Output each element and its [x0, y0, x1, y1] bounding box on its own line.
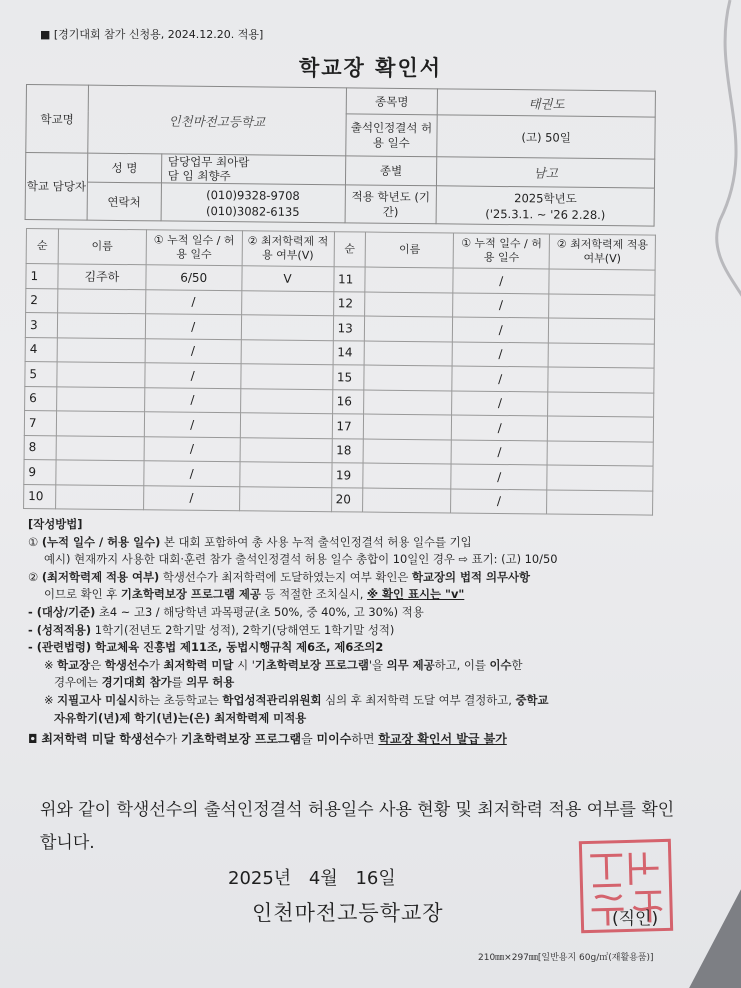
note-7-b1: 지필고사 미실시	[57, 692, 139, 707]
note-6-t1: 은	[90, 657, 105, 672]
days-used: /	[453, 268, 549, 294]
min-grade-check	[548, 391, 654, 417]
principal-title: 인천마전고등학교장	[252, 901, 444, 925]
row-number: 8	[24, 435, 56, 460]
min-grade-check	[241, 290, 333, 315]
days-used: /	[144, 387, 240, 413]
min-grade-check	[240, 388, 332, 413]
row-number: 15	[332, 365, 364, 390]
notes-heading: [작성방법]	[28, 517, 83, 531]
school-value: 인천마전고등학교	[88, 85, 346, 156]
attendance-label: 출석인정결석 허용 일수	[345, 114, 437, 157]
note-6-t6: 한	[511, 657, 523, 672]
note-2-text: 학생선수가 최저학력에 도달하였는지 여부 확인은	[159, 569, 413, 584]
note-6b-b1: 경기대회 참가	[101, 675, 172, 690]
note-7-b3: 중학교	[515, 692, 549, 707]
min-grade-check: V	[242, 266, 334, 291]
col-days-2: ① 누적 일수 / 허용 일수	[453, 233, 549, 269]
col-name: 이름	[58, 229, 146, 265]
athlete-name: 김주하	[58, 264, 146, 289]
confirmation-text: 위와 같이 학생선수의 출석인정결석 허용일수 사용 현황 및 최저학력 적용 여부를 확인합니다.	[40, 800, 675, 853]
row-number: 18	[332, 438, 364, 463]
col-min-2: ② 최저학력제 적용 여부(V)	[549, 234, 655, 270]
note-8-t3: 하면	[351, 732, 379, 747]
athlete-table	[23, 228, 656, 516]
athlete-name	[363, 463, 451, 488]
note-2-bold: (최저학력제 적용 여부)	[41, 569, 160, 584]
row-number: 3	[25, 313, 57, 338]
note-6-b2: 학생선수	[104, 657, 149, 672]
min-grade-check	[240, 413, 332, 438]
athlete-name	[57, 362, 145, 387]
name-value-2: 담 임 최향주	[167, 168, 231, 184]
note-2-bold2: 학교장의 법적 의무사항	[412, 569, 530, 584]
col-no: 순	[26, 229, 58, 264]
event-label: 종목명	[346, 88, 438, 115]
athlete-name	[364, 414, 452, 439]
year-value-2: ('25.3.1. ~ '26 2.28.)	[485, 206, 606, 222]
note-8-b3: 미이수	[316, 732, 352, 747]
days-used: /	[452, 390, 548, 416]
note-8-mark: ◘	[28, 732, 42, 747]
issue-date: 2025년 4월 16일	[228, 868, 396, 889]
days-used: /	[451, 439, 547, 465]
days-used: /	[145, 289, 241, 315]
note-6b-t1: 경우에는	[54, 675, 102, 690]
athlete-name	[57, 337, 145, 362]
note-1-example: 예시) 현재까지 사용한 대회·훈련 참가 출석인정결석 허용 일수 총합이 10일인 경우 ⇨ 표기: (고) 10/50	[44, 552, 558, 567]
min-grade-check	[547, 465, 653, 491]
row-number: 9	[24, 459, 56, 484]
min-grade-check	[547, 489, 653, 515]
note-6-b3: 최저학력 미달	[163, 657, 234, 672]
days-used: /	[143, 485, 239, 511]
row-number: 7	[24, 410, 56, 435]
athlete-name	[363, 488, 451, 513]
note-3-bold: - (대상/기준)	[28, 604, 96, 619]
min-grade-check	[241, 339, 333, 364]
note-4-bold: - (성적적용)	[28, 622, 92, 637]
athlete-name	[364, 439, 452, 464]
min-grade-check	[240, 437, 332, 462]
days-used: 6/50	[146, 265, 242, 291]
athlete-name	[365, 341, 453, 366]
min-grade-check	[547, 440, 653, 466]
contact-value-1: (010)9328-9708	[206, 187, 300, 203]
min-grade-check	[548, 342, 654, 368]
days-used: /	[144, 412, 240, 438]
row-number: 14	[333, 340, 365, 365]
days-used: /	[145, 314, 241, 340]
note-2b-bold2: ※ 확인 표시는 "v"	[367, 587, 465, 602]
row-number: 11	[333, 267, 365, 292]
days-used: /	[452, 366, 548, 392]
event-value: 태권도	[438, 89, 656, 117]
note-5-bold: - (관련법령) 학교체육 진흥법 제11조, 동법시행규칙 제6조, 제6조의2	[28, 640, 384, 655]
note-6-t3: 시 '	[233, 657, 255, 672]
cable-decoration	[700, 0, 741, 320]
days-used: /	[451, 464, 547, 490]
min-grade-check	[549, 269, 655, 295]
note-8-t1: 가	[165, 732, 182, 747]
athlete-name	[365, 267, 453, 292]
athlete-name	[365, 316, 453, 341]
note-6-b4: 기초학력보장 프로그램	[254, 657, 369, 672]
note-8-b4: 학교장 확인서 발급 불가	[378, 732, 507, 747]
note-6b-t2: 를	[171, 675, 187, 690]
note-6-b1: 학교장	[57, 657, 91, 672]
note-8-b2: 기초학력보장 프로그램	[181, 732, 302, 747]
contact-label: 연락처	[87, 182, 161, 221]
seal-label: (직인)	[612, 909, 659, 929]
note-2b-bold: 기초학력보장 프로그램 제공	[120, 587, 261, 602]
row-number: 5	[25, 361, 57, 386]
row-number: 13	[333, 316, 365, 341]
row-number: 16	[332, 389, 364, 414]
info-table	[25, 84, 656, 227]
min-grade-check	[239, 462, 331, 487]
form-header: ■ [경기대회 참가 신청용, 2024.12.20. 적용]	[40, 28, 264, 41]
staff-label: 학교 담당자	[25, 153, 88, 221]
note-6-t4: '을	[368, 657, 387, 672]
min-grade-check	[241, 315, 333, 340]
row-number: 19	[331, 463, 363, 488]
row-number: 6	[25, 386, 57, 411]
days-used: /	[452, 341, 548, 367]
athlete-name	[56, 411, 144, 436]
min-grade-check	[241, 364, 333, 389]
row-number: 1	[26, 264, 58, 289]
marker-1: ①	[28, 534, 39, 549]
row-number: 12	[333, 291, 365, 316]
row-number: 10	[24, 484, 56, 509]
col-days: ① 누적 일수 / 허용 일수	[146, 230, 242, 266]
gender-label: 종별	[345, 156, 437, 186]
gender-value: 남고	[437, 157, 655, 188]
note-6b-b2: 의무 허용	[186, 675, 235, 690]
note-8-b1: 최저학력 미달 학생선수	[41, 732, 166, 747]
athlete-name	[57, 313, 145, 338]
col-min: ② 최저학력제 적용 여부(V)	[242, 231, 334, 267]
min-grade-check	[239, 486, 331, 511]
row-number: 4	[25, 337, 57, 362]
note-6-b5: 의무 제공	[386, 657, 435, 672]
min-grade-check	[548, 318, 654, 344]
min-grade-check	[547, 416, 653, 442]
school-label: 학교명	[26, 85, 89, 154]
instructions	[28, 516, 668, 749]
athlete-name	[56, 484, 144, 509]
note-7b: 자유학기(년)제 학기(년)는(은) 최저학력제 미적용	[54, 710, 307, 725]
note-8-t2: 을	[301, 732, 317, 747]
attendance-value: (고) 50일	[437, 115, 655, 159]
note-2b-text2: 등 적절한 조치실시,	[260, 587, 368, 602]
athlete-name	[56, 435, 144, 460]
col-no-2: 순	[334, 232, 366, 267]
note-6-t5: 하고, 이를	[434, 657, 490, 672]
name-label: 성 명	[87, 153, 161, 183]
note-7-t1: 하는 초등학교는	[138, 692, 223, 707]
days-used: /	[452, 415, 548, 441]
note-6-t2: 가	[148, 657, 164, 672]
days-used: /	[451, 488, 547, 514]
note-4-text: 1학기(전년도 2학기말 성적), 2학기(당해연도 1학기말 성적)	[91, 622, 395, 637]
days-used: /	[145, 338, 241, 364]
year-value-1: 2025학년도	[514, 190, 577, 206]
athlete-name	[57, 386, 145, 411]
athlete-name	[56, 460, 144, 485]
note-6-mark: ※	[44, 657, 58, 672]
athlete-name	[365, 292, 453, 317]
days-used: /	[453, 317, 549, 343]
athlete-name	[364, 390, 452, 415]
athlete-name	[364, 365, 452, 390]
note-7-b2: 학업성적관리위원회	[222, 692, 322, 707]
name-value-1: 담당업무 최아람	[167, 154, 250, 170]
note-7-t2: 심의 후 최저학력 도달 여부 결정하고,	[321, 692, 516, 707]
note-1-text: 본 대회 포함하여 총 사용 누적 출석인정결석 허용 일수를 기입	[160, 534, 472, 549]
note-1-bold: (누적 일수 / 허용 일수)	[41, 534, 161, 549]
row-number: 17	[332, 414, 364, 439]
note-7-mark: ※	[44, 692, 58, 707]
note-2b-text: 이므로 확인 후	[44, 587, 121, 602]
marker-2: ②	[28, 569, 39, 584]
days-used: /	[453, 292, 549, 318]
min-grade-check	[548, 367, 654, 393]
paper-spec-footer: 210㎜×297㎜[일반용지 60g/㎡(재활용품)]	[478, 953, 654, 963]
days-used: /	[144, 461, 240, 487]
note-6-b6: 이수	[489, 657, 512, 672]
min-grade-check	[549, 293, 655, 319]
page-title: 학교장 확인서	[298, 56, 443, 80]
year-label: 적용 학년도 (기간)	[345, 185, 437, 224]
row-number: 2	[26, 288, 58, 313]
row-number: 20	[331, 487, 363, 512]
days-used: /	[144, 436, 240, 462]
col-name-2: 이름	[366, 232, 454, 268]
note-3-text: 초4 ~ 고3 / 해당학년 과목평균(초 50%, 중 40%, 고 30%) 적용	[95, 604, 424, 619]
contact-value-2: (010)3082-6135	[205, 203, 300, 219]
athlete-name	[58, 288, 146, 313]
days-used: /	[145, 363, 241, 389]
